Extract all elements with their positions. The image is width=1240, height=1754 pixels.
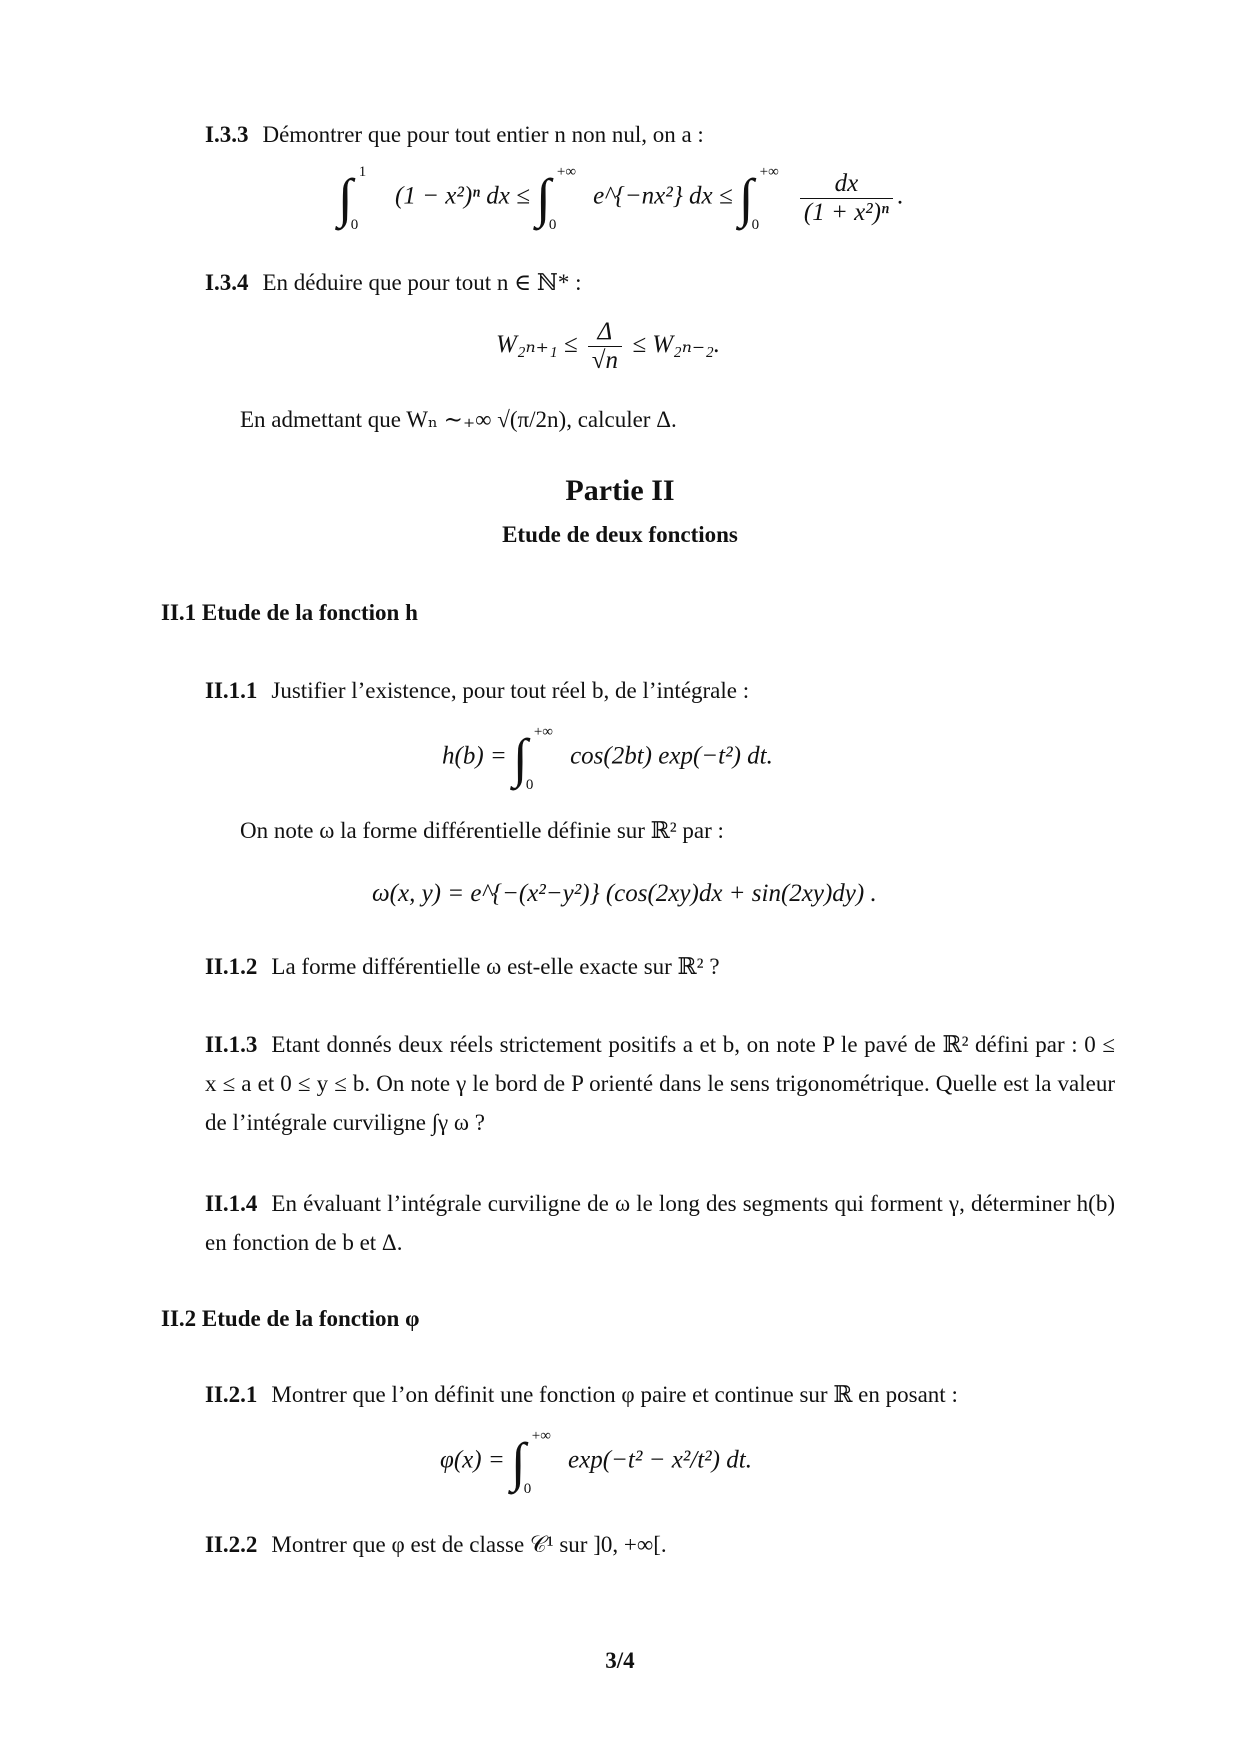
equation-I34: W₂ₙ₊₁ ≤ $\frac{\Delta}{√n}$ ≤ W₂ₙ₋₂. — [496, 318, 721, 374]
question-I33: I.3.3 Démontrer que pour tout entier n non nul, on a : — [205, 122, 704, 147]
equation-omega: ω(x, y) = e^{−(x²−y²)} (cos(2xy)dx + sin(2xy)dy) . — [372, 880, 877, 907]
question-II13: II.1.3 Etant donnés deux réels strictement positifs a et b, on note P le pavé de ℝ² défini par : 0 ≤ x ≤ a et 0 ≤ y ≤ b. On note γ le bord de P orienté dans le sens trigonométrique. Quelle est la valeur de l’intégrale curviligne ∫γ ω ? — [205, 1032, 1115, 1135]
section-II2-heading: II.2 Etude de la fonction φ — [161, 1306, 420, 1331]
page-number: 3/4 — [605, 1648, 635, 1673]
question-II12: II.1.2 La forme différentielle ω est-elle exacte sur ℝ² ? — [205, 954, 720, 979]
section-II1-heading: II.1 Etude de la fonction h — [161, 600, 418, 625]
question-I34: I.3.4 En déduire que pour tout n ∈ ℕ* : — [205, 270, 582, 295]
question-II21: II.2.1 Montrer que l’on définit une fonction φ paire et continue sur ℝ en posant : — [205, 1382, 958, 1407]
part-title: Partie II — [565, 474, 675, 507]
equation-II21: φ(x) = ∫ +∞ 0 exp(−t² − x²/t²) dt. — [440, 1428, 752, 1497]
equation-II11: h(b) = ∫ +∞ 0 cos(2bt) exp(−t²) dt. — [442, 724, 773, 793]
question-I34-continuation: En admettant que Wₙ ∼₊∞ √(π/2n), calculer Δ. — [240, 407, 677, 432]
question-II11: II.1.1 Justifier l’existence, pour tout réel b, de l’intégrale : — [205, 678, 750, 703]
part-subtitle: Etude de deux fonctions — [502, 522, 738, 547]
question-II22: II.2.2 Montrer que φ est de classe 𝒞¹ sur ]0, +∞[. — [205, 1532, 667, 1557]
equation-I33: ∫ 1 0 (1 − x²)ⁿ dx ≤ ∫ +∞ 0 e^{−nx²} dx ≤ ∫ +∞ 0 $\frac{dx}{\text{(1 + x²)ⁿ}}$ . — [338, 164, 904, 233]
question-II14: II.1.4 En évaluant l’intégrale curviligne de ω le long des segments qui forment γ, déterminer h(b) en fonction de b et Δ. — [205, 1191, 1115, 1255]
omega-note: On note ω la forme différentielle définie sur ℝ² par : — [240, 818, 724, 843]
